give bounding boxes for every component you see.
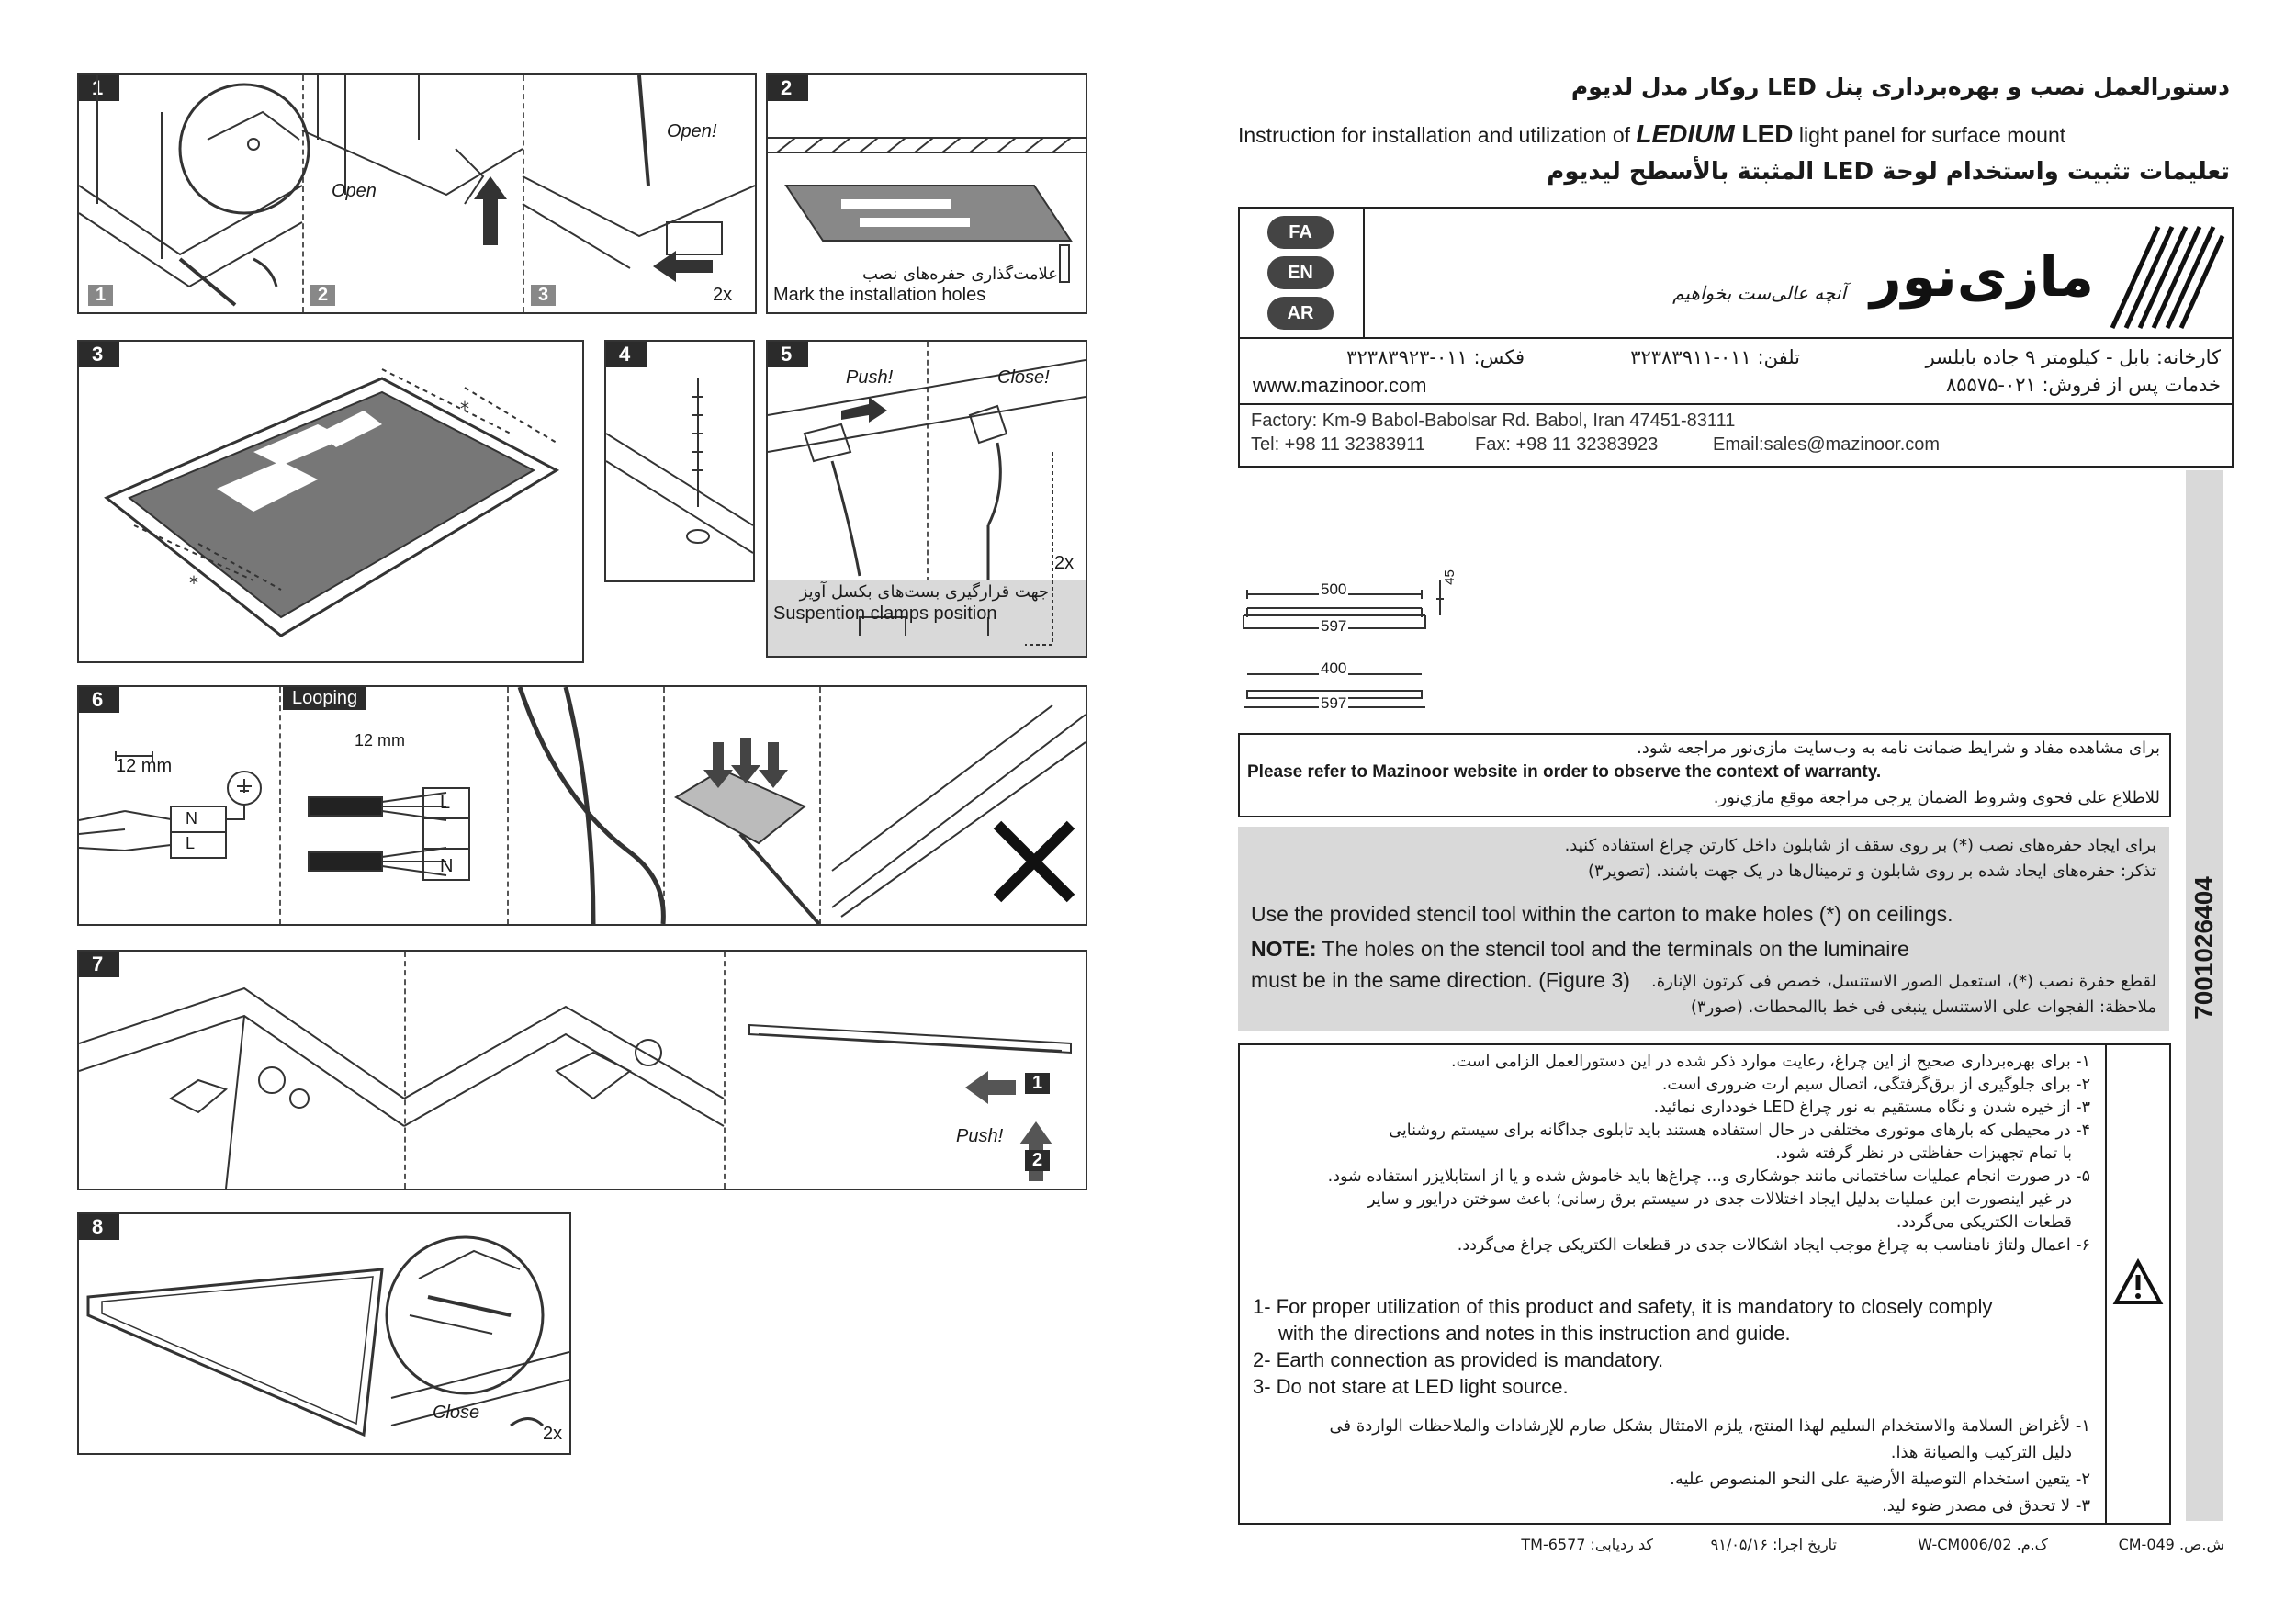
safety-fa-line: ۱- برای بهره‌برداری صحیح از این چراغ، رعایت موارد ذکر شده در این دستورالعمل الزامی است. [1451,1053,2090,1071]
safety-en-line: with the directions and notes in this instruction and guide. [1278,1322,1791,1345]
caption-fa: جهت قرارگیری بست‌های بکسل آویز [799,582,1049,602]
safety-fa-line: ۳- از خیره شدن و نگاه مستقیم به نور چراغ LED خودداری نمائید. [1653,1099,2090,1117]
caption-en: Suspention clamps position [773,603,997,624]
open-label: Open! [667,121,717,141]
title-ar: تعليمات تثبيت واستخدام لوحة LED المثبتة بالأسطح ليديوم [1547,158,2230,186]
step-1-illustration [79,75,755,312]
repeat-count: 2x [1054,553,1075,573]
step-7-panel [77,950,1087,1190]
repeat-count: 2x [543,1424,563,1444]
step-badge: 2 [1025,1150,1050,1171]
step-2-panel [766,73,1087,314]
svg-text:*: * [460,398,469,420]
phone-fa: تلفن: ۰۱۱-۳۲۳۸۳۹۱۱ [1630,346,1800,368]
safety-ar-line: ۱- لأغراض السلامة والاستخدام السليم لهذا المنتج، يلزم الامتثال بشكل صارم للإرشادات والملاحظات الواردة فی [1329,1416,2090,1436]
product-code-strip [2186,470,2223,1521]
warning-icon [2112,1258,2164,1306]
dim-inner-width: 500 [1321,580,1347,598]
step-1-panel [77,73,757,314]
stencil-ar-2: ملاحظة: الفجوات على الاستنسل ينبغی فی خط باالمحطات. (صور۳) [1690,997,2156,1017]
safety-fa-line: در غیر اینصورت این عملیات بدلیل ایجاد اختلالات جدی در سیستم برق رسانی؛ باعث سوختن درایور و سایر [1367,1190,2072,1209]
fax-en: Fax: +98 11 32383923 [1475,434,1659,455]
step-number: 3 [79,342,119,367]
step-6-panel [77,685,1087,926]
stencil-fa-2: تذکر: حفره‌های ایجاد شده بر روی شابلون و ترمینال‌ها در یک جهت باشند. (تصویر۳) [1588,862,2156,881]
warranty-ar: للاطلاع على فحوى وشروط الضمان يرجى مراجعة موقع مازي‌نور. [1713,788,2160,807]
safety-ar [1264,1413,2090,1519]
safety-fa-line: قطعات الکتریکی می‌گردد. [1896,1213,2072,1232]
warranty-box [1238,733,2171,817]
push-label: Push! [846,367,894,388]
step-number: 7 [79,952,119,977]
svg-text:*: * [189,572,198,594]
safety-ar-line: ۳- لا تحدق فی مصدر ضوء ليد. [1882,1496,2090,1516]
safety-en-line: 1- For proper utilization of this product and safety, it is mandatory to closely comply [1253,1295,1993,1318]
stencil-on-luminaire-illustration [79,342,582,661]
fax-fa: فکس: ۰۱۱-۳۲۳۸۳۹۲۳ [1346,346,1525,368]
safety-ar-line: ۲- يتعين استخدام التوصيلة الأرضية على النحو المنصوص عليه. [1670,1470,2090,1489]
looping-label: Looping [283,687,366,710]
logo: مازی‌نور [1870,245,2094,310]
step-number: 4 [606,342,647,367]
footer-km: ک.م. W-CM006/02 [1918,1536,2048,1553]
stencil-notice [1238,827,2169,1031]
safety-box [1238,1043,2171,1525]
language-en: EN [1267,256,1334,289]
open-label: Open [332,181,377,201]
stencil-fa-1: برای ایجاد حفره‌های نصب (*) بر روی سقف از شابلون داخل کارتن چراغ استفاده کنید. [1564,836,2156,855]
safety-fa-line: ۲- برای جلوگیری از برق‌گرفتگی، اتصال سیم ارت ضروری است. [1661,1076,2090,1094]
substep-label: 1 [88,285,113,306]
dimension-drawing [1238,562,1458,718]
step-number: 6 [79,687,119,713]
neutral-terminal: N [186,809,197,828]
dim-outer-width: 597 [1321,617,1347,635]
title-en: Instruction for installation and utilization of LEDIUM LED light panel for surface mount [1238,119,2066,148]
close-label: Close! [997,367,1050,388]
factory-address-en: Factory: Km-9 Babol-Babolsar Rd. Babol, Iran 47451-83111 [1251,411,1736,431]
safety-fa-line: ۶- اعمال ولتاژ نامناسب به چراغ موجب ایجاد اشکالات جدی در قطعات الکتریکی چراغ می‌گردد. [1457,1236,2090,1255]
step-8-panel [77,1212,571,1455]
live-terminal: L [186,834,196,852]
push-label: Push! [956,1126,1004,1146]
final-panel-illustration [79,1214,569,1453]
caption-fa: علامت‌گذاری حفره‌های نصب [862,265,1058,284]
step-number: 2 [768,75,808,101]
dim-inner-width-2: 400 [1321,659,1347,677]
step-number: 1 [79,75,119,101]
repeat-count: 2x [713,285,733,305]
after-sales-fa: خدمات پس از فروش: ۰۲۱-۸۵۵۷۵ [1945,374,2221,396]
caption-en: Mark the installation holes [773,285,986,305]
strip-length-label: 12 mm [355,731,406,750]
warranty-fa: برای مشاهده مفاد و شرایط ضمانت نامه به وب‌سایت مازی‌نور مراجعه شود. [1637,738,2160,758]
wiring-illustration [79,687,1086,924]
safety-ar-line: دليل التركيب والصيانة هذا. [1890,1443,2072,1462]
drill-hole-illustration [606,342,753,580]
close-label: Close [433,1403,480,1423]
dim-height: 45 [1441,569,1458,585]
step-badge: 1 [1025,1073,1050,1094]
stencil-en-note: NOTE: The holes on the stencil tool and the terminals on the luminaire must be in the same direction. (Figure 3) [1251,937,1909,992]
step-number: 8 [79,1214,119,1240]
safety-fa-line: ۵- در صورت انجام عملیات ساختمانی مانند جوشکاری و... چراغ‌ها باید خاموش شده و یا از استابلایزر استفاده شود. [1327,1167,2090,1186]
phone-en: Tel: +98 11 32383911 [1251,434,1425,455]
live-label: L [440,793,451,813]
safety-fa-line: با تمام تجهیزات حفاظتی در نظر گرفته شود. [1775,1144,2072,1163]
step-number: 5 [768,342,808,367]
language-fa: FA [1267,216,1334,249]
substep-label: 3 [531,285,556,306]
strip-length-label: 12 mm [116,756,173,776]
stencil-ar-1: لقطع حفرة نصب (*)، استعمل الصور الاستنسل، خصص فی كرتون الإنارة. [1651,972,2156,991]
safety-en-line: 2- Earth connection as provided is mandatory. [1253,1348,1664,1371]
closing-cover-illustration [79,952,1086,1189]
product-code: 7001026404 [2189,876,2218,1020]
website-link[interactable]: www.mazinoor.com [1253,374,1427,397]
footer-doc: ش.ص. CM-049 [2118,1536,2224,1553]
step-5-panel [766,340,1087,658]
footer-code: کد ردیابی: TM-6577 [1521,1536,1653,1553]
substep-label: 2 [310,285,335,306]
safety-en-line: 3- Do not stare at LED light source. [1253,1375,1569,1398]
language-ar: AR [1267,297,1334,330]
brand-box [1238,207,2234,468]
dim-outer-width-2: 597 [1321,694,1347,712]
slogan: آنچه عالی‌ست بخواهیم [1672,282,1846,304]
footer-date: تاریخ اجرا: ۹۱/۰۵/۱۶ [1710,1536,1837,1553]
step-4-panel [604,340,755,582]
safety-fa [1264,1051,2090,1257]
email-en: Email:sales@mazinoor.com [1713,434,1941,455]
neutral-label: N [440,856,454,876]
warranty-en: Please refer to Mazinoor website in order to observe the context of warranty. [1247,762,1882,782]
step-3-panel [77,340,584,663]
safety-fa-line: ۴- در محیطی که بارهای موتوری مختلفی در حال استفاده هستند باید تابلوی جداگانه برای سیستم روشنایی [1389,1121,2090,1140]
logo-mark [1240,209,2232,337]
safety-en [1253,1293,1992,1400]
title-fa: دستورالعمل نصب و بهره‌برداری پنل LED روکار مدل لدیوم [1570,73,2230,100]
stencil-en-1: Use the provided stencil tool within the carton to make holes (*) on ceilings. [1251,902,1953,926]
factory-address-fa: کارخانه: بابل - کیلومتر ۹ جاده بابلسر [1925,346,2221,368]
